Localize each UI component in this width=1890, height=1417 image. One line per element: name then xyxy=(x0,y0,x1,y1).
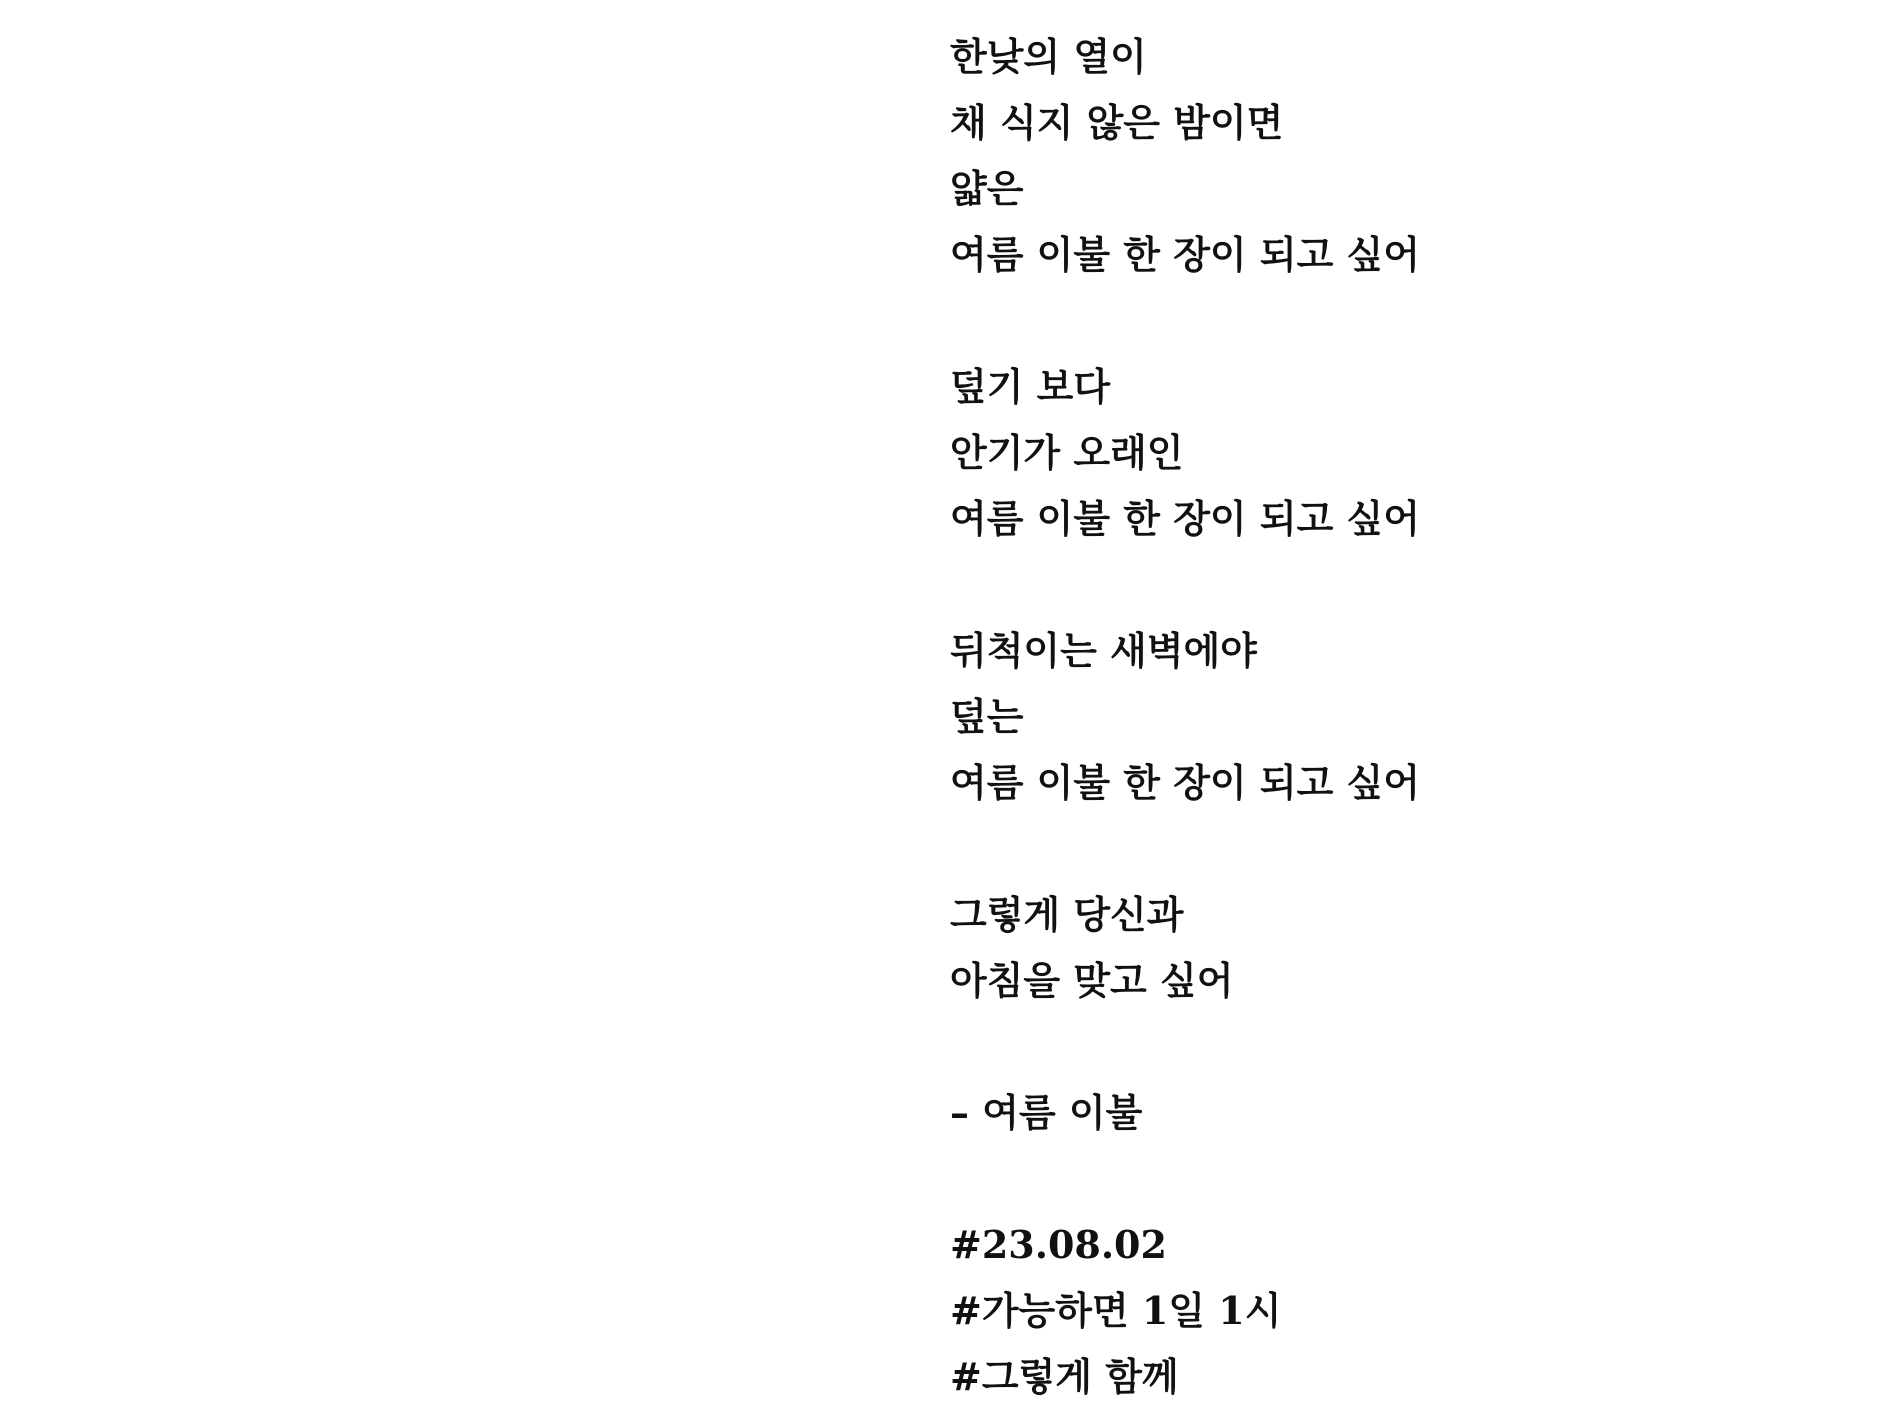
poem-line: 한낮의 열이 xyxy=(950,34,1147,79)
stanza-break xyxy=(950,288,1850,354)
stanza-2 xyxy=(950,354,1850,552)
stanza-break xyxy=(950,1014,1850,1080)
hashtag: #그렇게 함께 xyxy=(950,1354,1179,1399)
poem-line: 여름 이불 한 장이 되고 싶어 xyxy=(950,232,1420,277)
poem-line: 여름 이불 한 장이 되고 싶어 xyxy=(950,496,1420,541)
poem-line: 그렇게 당신과 xyxy=(950,892,1184,937)
hashtag: #가능하면 1일 1시 xyxy=(950,1288,1282,1333)
hashtag-list xyxy=(950,1212,1850,1410)
poem-container xyxy=(950,24,1850,1410)
stanza-1 xyxy=(950,24,1850,288)
poem-line: 덮기 보다 xyxy=(950,364,1111,409)
stanza-3 xyxy=(950,618,1850,816)
poem-signature: – 여름 이불 xyxy=(950,1090,1143,1135)
poem-line: 채 식지 않은 밤이면 xyxy=(950,100,1284,145)
stanza-4 xyxy=(950,882,1850,1014)
stanza-break xyxy=(950,816,1850,882)
poem-line: 안기가 오래인 xyxy=(950,430,1184,475)
poem-line: 아침을 맞고 싶어 xyxy=(950,958,1234,1003)
poem-line: 얇은 xyxy=(950,166,1024,211)
section-break xyxy=(950,1146,1850,1212)
poem-line: 덮는 xyxy=(950,694,1024,739)
hashtag: #23.08.02 xyxy=(950,1222,1167,1267)
stanza-break xyxy=(950,552,1850,618)
poem-line: 여름 이불 한 장이 되고 싶어 xyxy=(950,760,1420,805)
poem-line: 뒤척이는 새벽에야 xyxy=(950,628,1257,673)
